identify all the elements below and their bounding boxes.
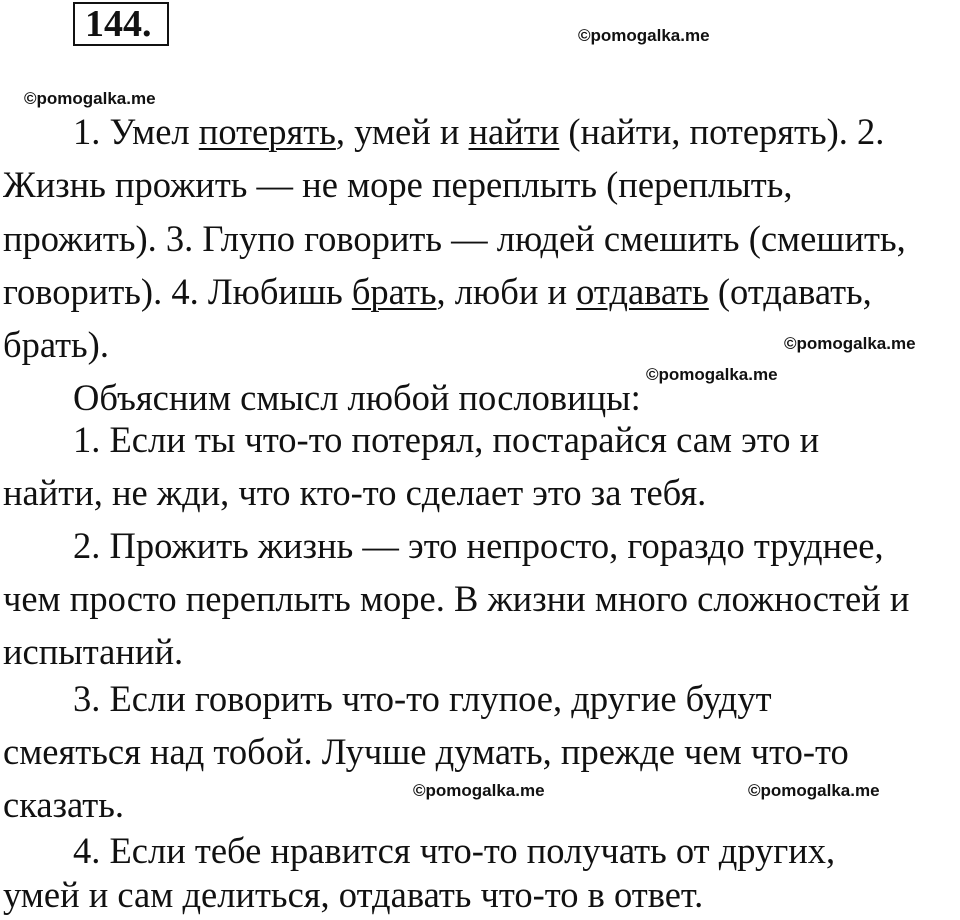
text-line: 4. Если тебе нравится что-то получать от других, [73, 830, 836, 871]
underlined-word: отдавать [576, 271, 709, 312]
text-line: умей и сам делиться, отдавать что-то в ответ. [3, 874, 704, 915]
text-line: 1. Умел потерять, умей и найти (найти, потерять). 2. [73, 111, 885, 152]
watermark: ©pomogalka.me [578, 26, 710, 45]
text-line: прожить). 3. Глупо говорить — людей смешить (смешить, [3, 218, 906, 259]
text-line: брать). [3, 324, 109, 365]
exercise-number: 144. [73, 2, 169, 46]
underlined-word: найти [468, 111, 560, 152]
text-line: найти, не жди, что кто-то сделает это за тебя. [3, 472, 707, 513]
text-line: 1. Если ты что-то потерял, постарайся сам это и [73, 419, 820, 460]
watermark: ©pomogalka.me [24, 89, 156, 108]
underlined-word: потерять [198, 111, 336, 152]
text-line: смеяться над тобой. Лучше думать, прежде чем что-то [3, 731, 849, 772]
underlined-word: брать [351, 271, 437, 312]
text-line: Жизнь прожить — не море переплыть (переплыть, [3, 164, 793, 205]
text-line: говорить). 4. Любишь брать, люби и отдавать (отдавать, [3, 271, 872, 312]
text-line: испытаний. [3, 631, 184, 672]
text-line: сказать. [3, 784, 124, 825]
text-line: 2. Прожить жизнь — это непросто, гораздо труднее, [73, 525, 884, 566]
text-line: Объясним смысл любой пословицы: [73, 377, 641, 418]
watermark: ©pomogalka.me [784, 334, 916, 353]
watermark: ©pomogalka.me [413, 781, 545, 800]
text-line: чем просто переплыть море. В жизни много сложностей и [3, 578, 910, 619]
watermark: ©pomogalka.me [748, 781, 880, 800]
text-line: 3. Если говорить что-то глупое, другие будут [73, 678, 772, 719]
watermark: ©pomogalka.me [646, 365, 778, 384]
